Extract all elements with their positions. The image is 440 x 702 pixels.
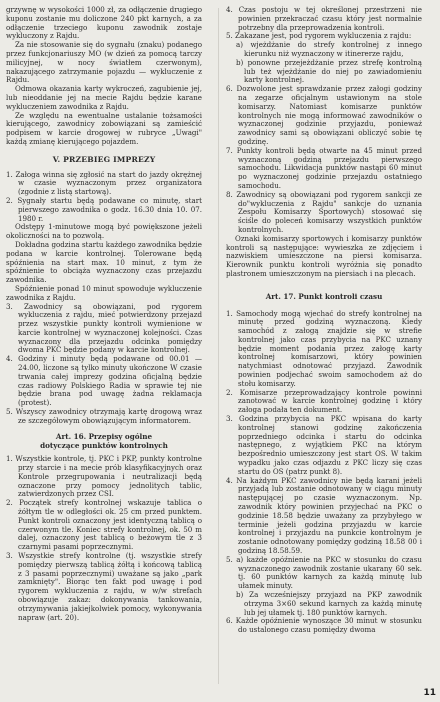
paragraph: Oznaki komisarzy sportowych i komisarzy punktów kontroli są następujące: wywieszka ze zdjęciem i nazwiskiem umieszczone na piersi komisarza. Kierownik punktu kontroli wyróżnia się ponadto plastronem umieszczonym na piersiach i na plecach. (226, 233, 422, 278)
paragraph: Dokładna godzina startu każdego zawodnika będzie podana w karcie kontrolnej. Tolerowane będą spóźnienia na start max. 10 minut, z tym że spóźnienie to obciąża wyznaczony czas przejazdu zawodnika. (6, 239, 202, 285)
list-item: 2. Początek strefy kontrolnej wskazuje tablica o żółtym tle w odległości ok. 25 cm przed punktem. Punkt kontroli oznaczony jest identyczną tablicą o czerwonym tle. Koniec strefy kontrolnej, ok. 50 m dalej, oznaczony jest tablicą o beżowym tle z 3 czarnymi pasami poprzecznymi. (6, 498, 202, 552)
sub-list-item: b) ponowne przejeżdżanie przez strefę kontrolną lub też wjeżdżanie do niej po zawiadomieniu karty kontrolnej. (236, 57, 422, 85)
paragraph-driver-identity: Ze względu na ewentualne ustalanie tożsamości kierującego, zawodnicy zobowiązani są zamieścić podpisem w karcie drogowej w rubryce „Uwagi" każdą zmianę kierującego pojazdem. (6, 110, 202, 146)
page-number: 11 (423, 688, 436, 698)
list-item: 5. a) każde opóźnienie na PKC w stosunku do czasu wyznaczonego zawodnik zostanie ukarany 60 sek. tj. 60 punktów karnych za każdą minutę lub ułamek minuty. (226, 554, 422, 591)
left-column (6, 6, 202, 622)
article-16-title: Art. 16. Przepisy ogólne (55, 431, 153, 441)
list-item: 7. Punkty kontroli będą otwarte na 45 minut przed wyznaczoną godziną przejazdu pierwszego samochodu. Likwidacja punktów nastąpi 60 minut po wyznaczonej godzinie przejazdu ostatniego samochodu. (226, 145, 422, 190)
list-item: 6. Dozwolone jest sprawdzanie przez załogi godziny na zegarze oficjalnym ustawionym na stole komisarzy. Natomiast komisarze punktów kontrolnych nie mogą informować zawodników o wyznaczonej godzinie przyjazdu, ponieważ zawodnicy sami są obowiązani obliczyć sobie tę godzinę. (226, 84, 422, 146)
list-item: 4. Na każdym PKC zawodnicy nie będą karani jeżeli przyjadą lub zostanie odnotowany w ciągu minuty następującej po czasie wyznaczonym. Np. zawodnik który powinien przyjechać na PKC o godzinie 18.58 będzie uważany za przybyłego w terminie jeżeli godzina przyjazdu w karcie kontrolnej i przyjazdu na punkcie kontrolnym je zostanie odnotowany pomiędzy godziną 18.58 00 i godziną 18.58.59. (226, 475, 422, 556)
list-item: 1. Załoga winna się zgłosić na start do jazdy okrężnej w czasie wyznaczonym przez organizatora (zgodnie z listą startową). (6, 169, 202, 197)
column-divider (218, 8, 219, 684)
paragraph-penalty-coupons: grzywnę w wysokości 1000 zł, za odłączenie drugiego kuponu zostanie mu doliczone 240 pkt karnych, a za odłączenie trzeciego kuponu zawodnik zostaje wykluczony z Rajdu. (6, 5, 202, 41)
list-item: 6. Każde opóźnienie wynoszące 30 minut w stosunku do ustalonego czasu pomiędzy dwoma (226, 616, 422, 635)
sub-list-item: a) wjeżdżanie do strefy kontrolnej z innego kierunku niż wyznaczony w itinererze rajdu, (236, 40, 422, 58)
list-item: 3. Godzina przybycia na PKC wpisana do karty kontrolnej stanowi godzinę zakończenia poprzedniego odcinka i startu do odcinka następnego, z wyjątkiem PKC na którym bezpośrednio umieszczony jest start OS. W takim wypadku jako czas odjazdu z PKC liczy się czas startu do OS (patrz punkt 8). (226, 414, 422, 476)
paragraph-card-refusal: Odmowa okazania karty wykroczeń, zagubienie jej, lub nieoddanie jej na mecie Rajdu będzie karane wykluczeniem zawodnika z Rajdu. (6, 84, 202, 111)
section-heading-przebieg-imprezy: V. PRZEBIEG IMPREZY (52, 154, 156, 164)
paragraph: Odstępy 1-minutowe mogą być powiększone jeżeli okoliczności na to pozwolą. (6, 222, 202, 241)
list-item: 3. Zawodnicy są obowiązani, pod rygorem wykluczenia z rajdu, mieć potwierdzony przejazd przez wszystkie punkty kontroli wymienione w karcie kontrolnej w wyznaczonej kolejności. Czas wyznaczony dla przejazdu odcinka pomiędzy dwoma PKC będzie podany w karcie kontrolnej. (6, 301, 202, 355)
paragraph-police-signal: Za nie stosowanie się do sygnału (znaku) podanego przez funkcjonariuszy MO (w dzień za pomocą tarczy milicyjnej, w nocy światłem czerwonym), nakazującego zatrzymanie pojazdu — wykluczenie z Rajdu. (6, 40, 202, 85)
right-column (226, 6, 422, 635)
list-item: 8. Zawodnicy są obowiązani pod rygorem sankcji ze do"wykluczenia z Rajdu" sankcje do uznania Zespołu Komisarzy Sportowych) stosować się ściśle do poleceń komisarzy wszystkich punktów kontrolnych. (226, 189, 422, 234)
list-item: 4. Czas postoju w tej określonej przestrzeni nie powinien przekraczać czasu który jest normalnie potrzebny dla przeprowadzenia kontroli. (226, 5, 422, 32)
sub-list-item: b) Za wcześniejszy przyjazd na PKP zawodnik otrzyma 3×60 sekund karnych za każdą minutę lub jej ułamek tj. 180 punktów karnych. (236, 590, 422, 617)
list-item: 5. Zakazane jest, pod rygorem wykluczenia z rajdu: (226, 31, 412, 41)
list-item: 5. Wszyscy zawodnicy otrzymają kartę drogową wraz ze szczegółowym obowiązującym informatorem. (6, 407, 202, 425)
paragraph: Spóźnienie ponad 10 minut spowoduje wykluczenie zawodnika z Rajdu. (6, 283, 202, 302)
list-item: 4. Godziny i minuty będą podawane od 00.01 — 24.00, liczone są tylko minuty ukończone W czasie trwania całej imprezy godzina oficjalną będzie czas radiowy Polskiego Radia w sprawie tej nie będzie brana pod uwagę żadna reklamacja (protest). (6, 354, 202, 408)
list-item: 1. Wszystkie kontrole, tj. PKC i PKP, punkty kontrolne przy starcie i na mecie prób klasyfikacyjnych oraz Kontrole przegrupowania i neutralizacji będą oznaczone przy pomocy jednolitych tablic, zatwierdzonych przez CSI. (6, 454, 202, 499)
list-item: 1. Samochody mogą wjechać do strefy kontrolnej na minutę przed godziną wyznaczoną. Kiedy samochód z załogą znajdzie się w strefie kontrolnej jako czas przybycia na PKC uznany będzie moment podania przez załogę karty kontrolnej komisarzowi, który powinien natychmiast odnotować przyjazd. Zawodnik powinien podjechać swoim samochodem aż do stołu komisarzy. (226, 308, 422, 388)
list-item: 2. Sygnały startu będą podawane co minutę, start pierwszego zawodnika o godz. 16.30 dnia 10. 07. 1980 r. (6, 195, 202, 223)
list-item: 3. Wszystkie strefy kontrolne (tj. wszystkie strefy pomiędzy pierwszą tablicą żółtą i końcową tablicą z 3 pasami poprzecznymi) uważane są jako „park zamknięty". Biorąc ten fakt pod uwagę i pod rygorem wykluczenia z rajdu, w w/w strefach obowiązuje zakaz: dokonywania tankowania, otrzymywania jakiejkolwiek pomocy, wykonywania napraw (art. 20). (6, 551, 202, 622)
article-17-title: Art. 17. Punkt kontroli czasu (265, 291, 383, 301)
article-16-subtitle: dotyczące punktów kontrolnych (40, 441, 168, 451)
list-item: 2. Komisarze przeprowadzający kontrole powinni zanotować w karcie kontrolnej godzinę i który załoga podała ten dokument. (226, 387, 422, 415)
